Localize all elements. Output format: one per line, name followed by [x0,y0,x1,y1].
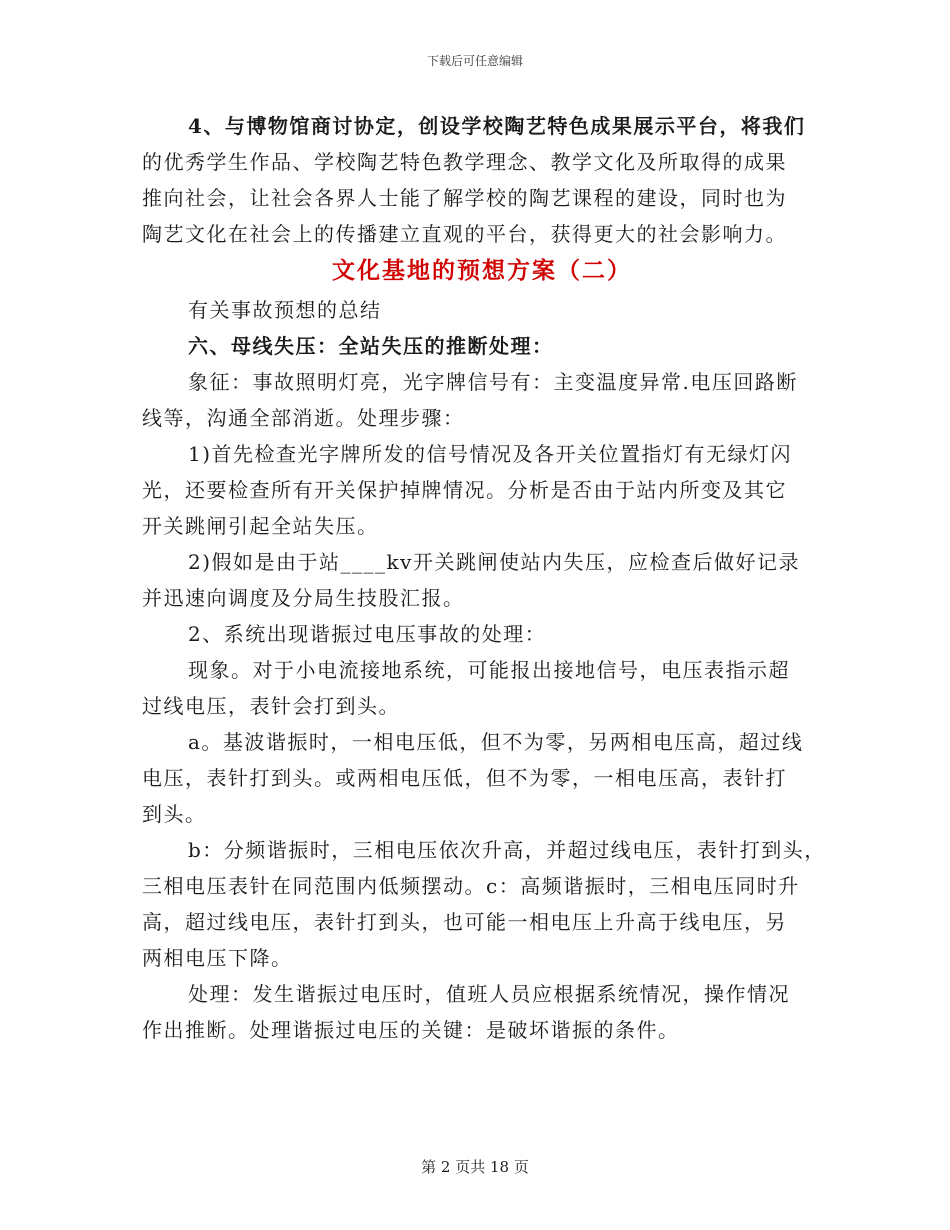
paragraph-line: 处理：发生谐振过电压时，值班人员应根据系统情况，操作情况 [188,982,790,1006]
paragraph-line: 作出推断。处理谐振过电压的关键：是破坏谐振的条件。 [142,1018,680,1042]
paragraph-line: 并迅速向调度及分局生技股汇报。 [142,586,465,610]
paragraph-line: 到头。 [142,802,207,826]
paragraph-line: 线等，沟通全部消逝。处理步骤： [142,406,465,430]
page-footer: 第 2 页共 18 页 [421,1158,529,1176]
paragraph-line: a。基波谐振时，一相电压低，但不为零，另两相电压高，超过线 [188,730,804,754]
paragraph-line: 过线电压，表针会打到头。 [142,694,400,718]
paragraph-line: 光，还要检查所有开关保护掉牌情况。分析是否由于站内所变及其它 [142,478,787,502]
paragraph-line: 开关跳闸引起全站失压。 [142,514,379,538]
document-body [142,108,826,1048]
paragraph-line: 电压，表针打到头。或两相电压低，但不为零，一相电压高，表针打 [142,766,787,790]
paragraph-line: 的优秀学生作品、学校陶艺特色教学理念、教学文化及所取得的成果 [142,150,787,174]
page-header: 下载后可任意编辑 [426,54,523,68]
paragraph-line: 象征：事故照明灯亮，光字牌信号有：主变温度异常.电压回路断 [188,370,798,394]
section-heading: 2、系统出现谐振过电压事故的处理： [188,622,547,646]
paragraph-line: 1)首先检查光字牌所发的信号情况及各开关位置指灯有无绿灯闪 [188,442,793,466]
paragraph-line: 两相电压下降。 [142,946,293,970]
paragraph-line: 推向社会，让社会各界人士能了解学校的陶艺课程的建设，同时也为 [142,186,787,210]
section-title: 文化基地的预想方案（二） [332,257,632,284]
summary-line: 有关事故预想的总结 [188,298,382,322]
paragraph-line: 陶艺文化在社会上的传播建立直观的平台，获得更大的社会影响力。 [142,222,787,246]
section-heading: 六、母线失压：全站失压的推断处理： [188,334,554,358]
paragraph-line: 高，超过线电压，表针打到头，也可能一相电压上升高于线电压，另 [142,910,787,934]
paragraph-line: b：分频谐振时，三相电压依次升高，并超过线电压，表针打到头， [188,838,826,862]
paragraph-line: 2)假如是由于站____kv开关跳闸使站内失压，应检查后做好记录 [188,550,800,574]
paragraph-line: 现象。对于小电流接地系统，可能报出接地信号，电压表指示超 [188,658,790,682]
paragraph-line: 4、与博物馆商讨协定，创设学校陶艺特色成果展示平台，将我们 [188,114,806,138]
paragraph-line: 三相电压表针在同范围内低频摆动。c：高频谐振时，三相电压同时升 [142,874,800,898]
